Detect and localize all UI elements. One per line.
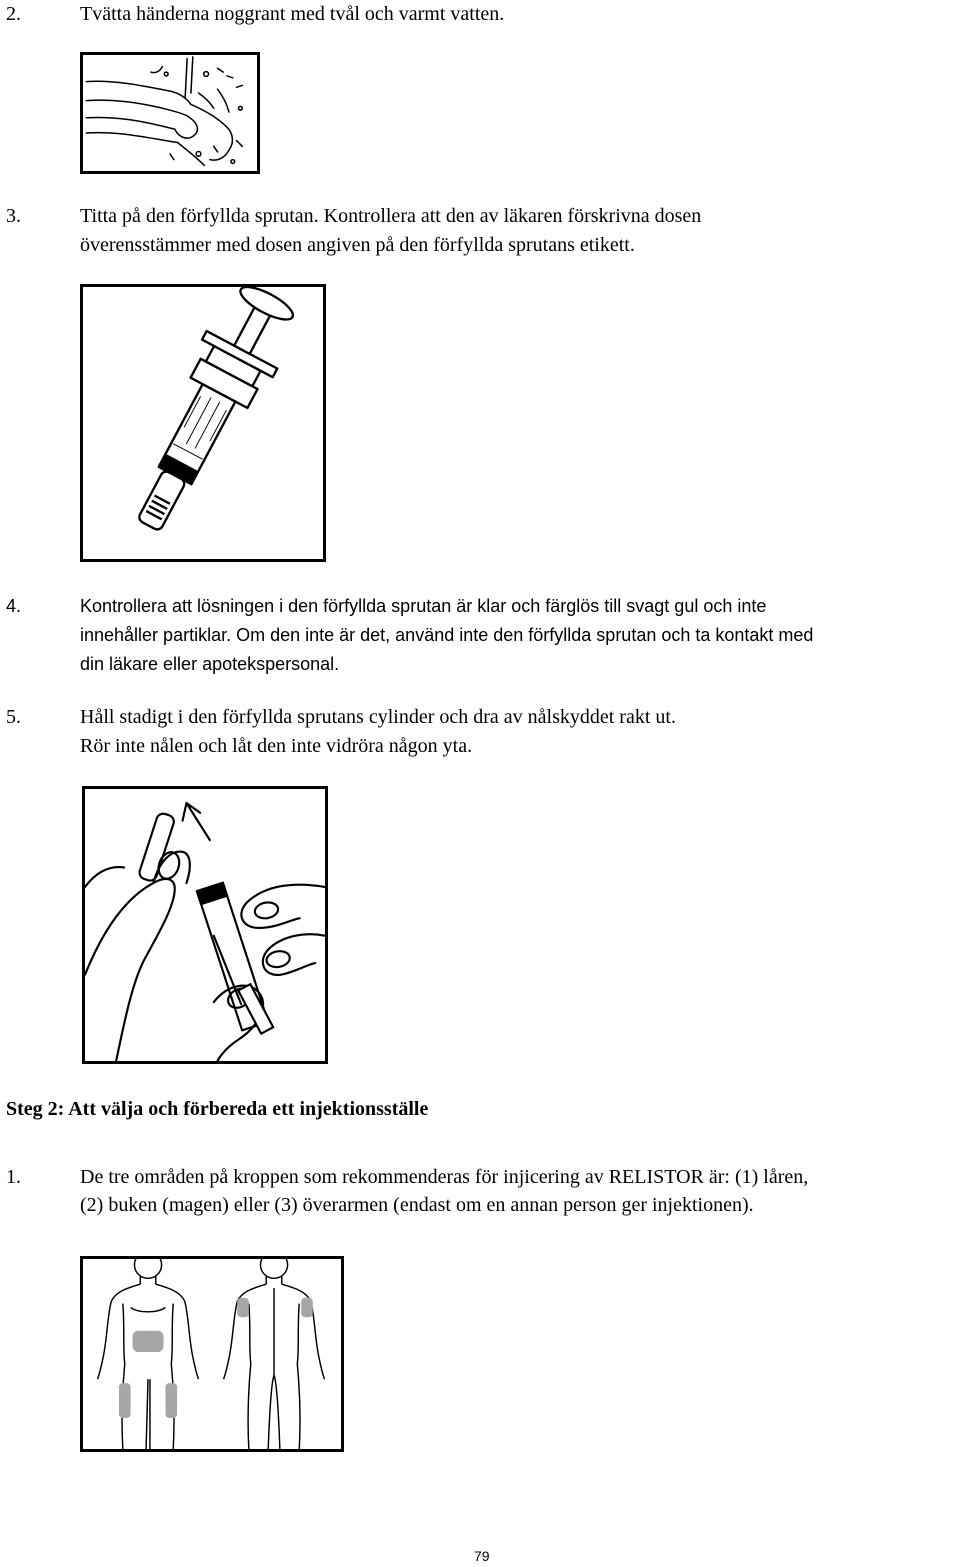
capremoval-figure bbox=[82, 786, 328, 1064]
step-text: Tvätta händerna noggrant med tvål och varmt vatten. bbox=[80, 3, 505, 25]
step-text-line-1: De tre områden på kroppen som rekommenderas för injicering av RELISTOR är: (1) låren, bbox=[80, 1166, 809, 1188]
syringe-figure bbox=[80, 284, 326, 562]
page-number: 79 bbox=[474, 1548, 490, 1564]
bodysites-figure bbox=[80, 1256, 344, 1452]
step-text-line-3: din läkare eller apotekspersonal. bbox=[80, 654, 340, 674]
step-text-line-1: Titta på den förfyllda sprutan. Kontrollera att den av läkaren förskrivna dosen bbox=[80, 205, 702, 227]
needle-cap-removal-illustration bbox=[85, 789, 325, 1061]
step-text-line-2: innehåller partiklar. Om den inte är det, använd inte den förfyllda sprutan och ta kontakt med bbox=[80, 625, 814, 645]
step-text-line-2: Rör inte nålen och låt den inte vidröra någon yta. bbox=[80, 735, 473, 757]
step-text-line-1: Håll stadigt i den förfyllda sprutans cylinder och dra av nålskyddet rakt ut. bbox=[80, 706, 676, 728]
section-heading: Steg 2: Att välja och förbereda ett injektionsställe bbox=[6, 1098, 429, 1120]
injection-sites-illustration bbox=[83, 1259, 341, 1449]
step-number: 2. bbox=[6, 3, 21, 25]
step-number: 1. bbox=[6, 1166, 21, 1188]
step-text-line-2: (2) buken (magen) eller (3) överarmen (endast om en annan person ger injektionen). bbox=[80, 1194, 754, 1216]
step-text-line-1: Kontrollera att lösningen i den förfyllda sprutan är klar och färglös till svagt gul och inte bbox=[80, 596, 767, 616]
step-number: 3. bbox=[6, 205, 21, 227]
step-number: 5. bbox=[6, 706, 21, 728]
prefilled-syringe-illustration bbox=[83, 287, 323, 559]
step-text-line-2: överensstämmer med dosen angiven på den förfyllda sprutans etikett. bbox=[80, 234, 635, 256]
handwashing-figure bbox=[80, 52, 260, 174]
step-number: 4. bbox=[6, 596, 22, 616]
handwashing-illustration bbox=[83, 55, 257, 171]
